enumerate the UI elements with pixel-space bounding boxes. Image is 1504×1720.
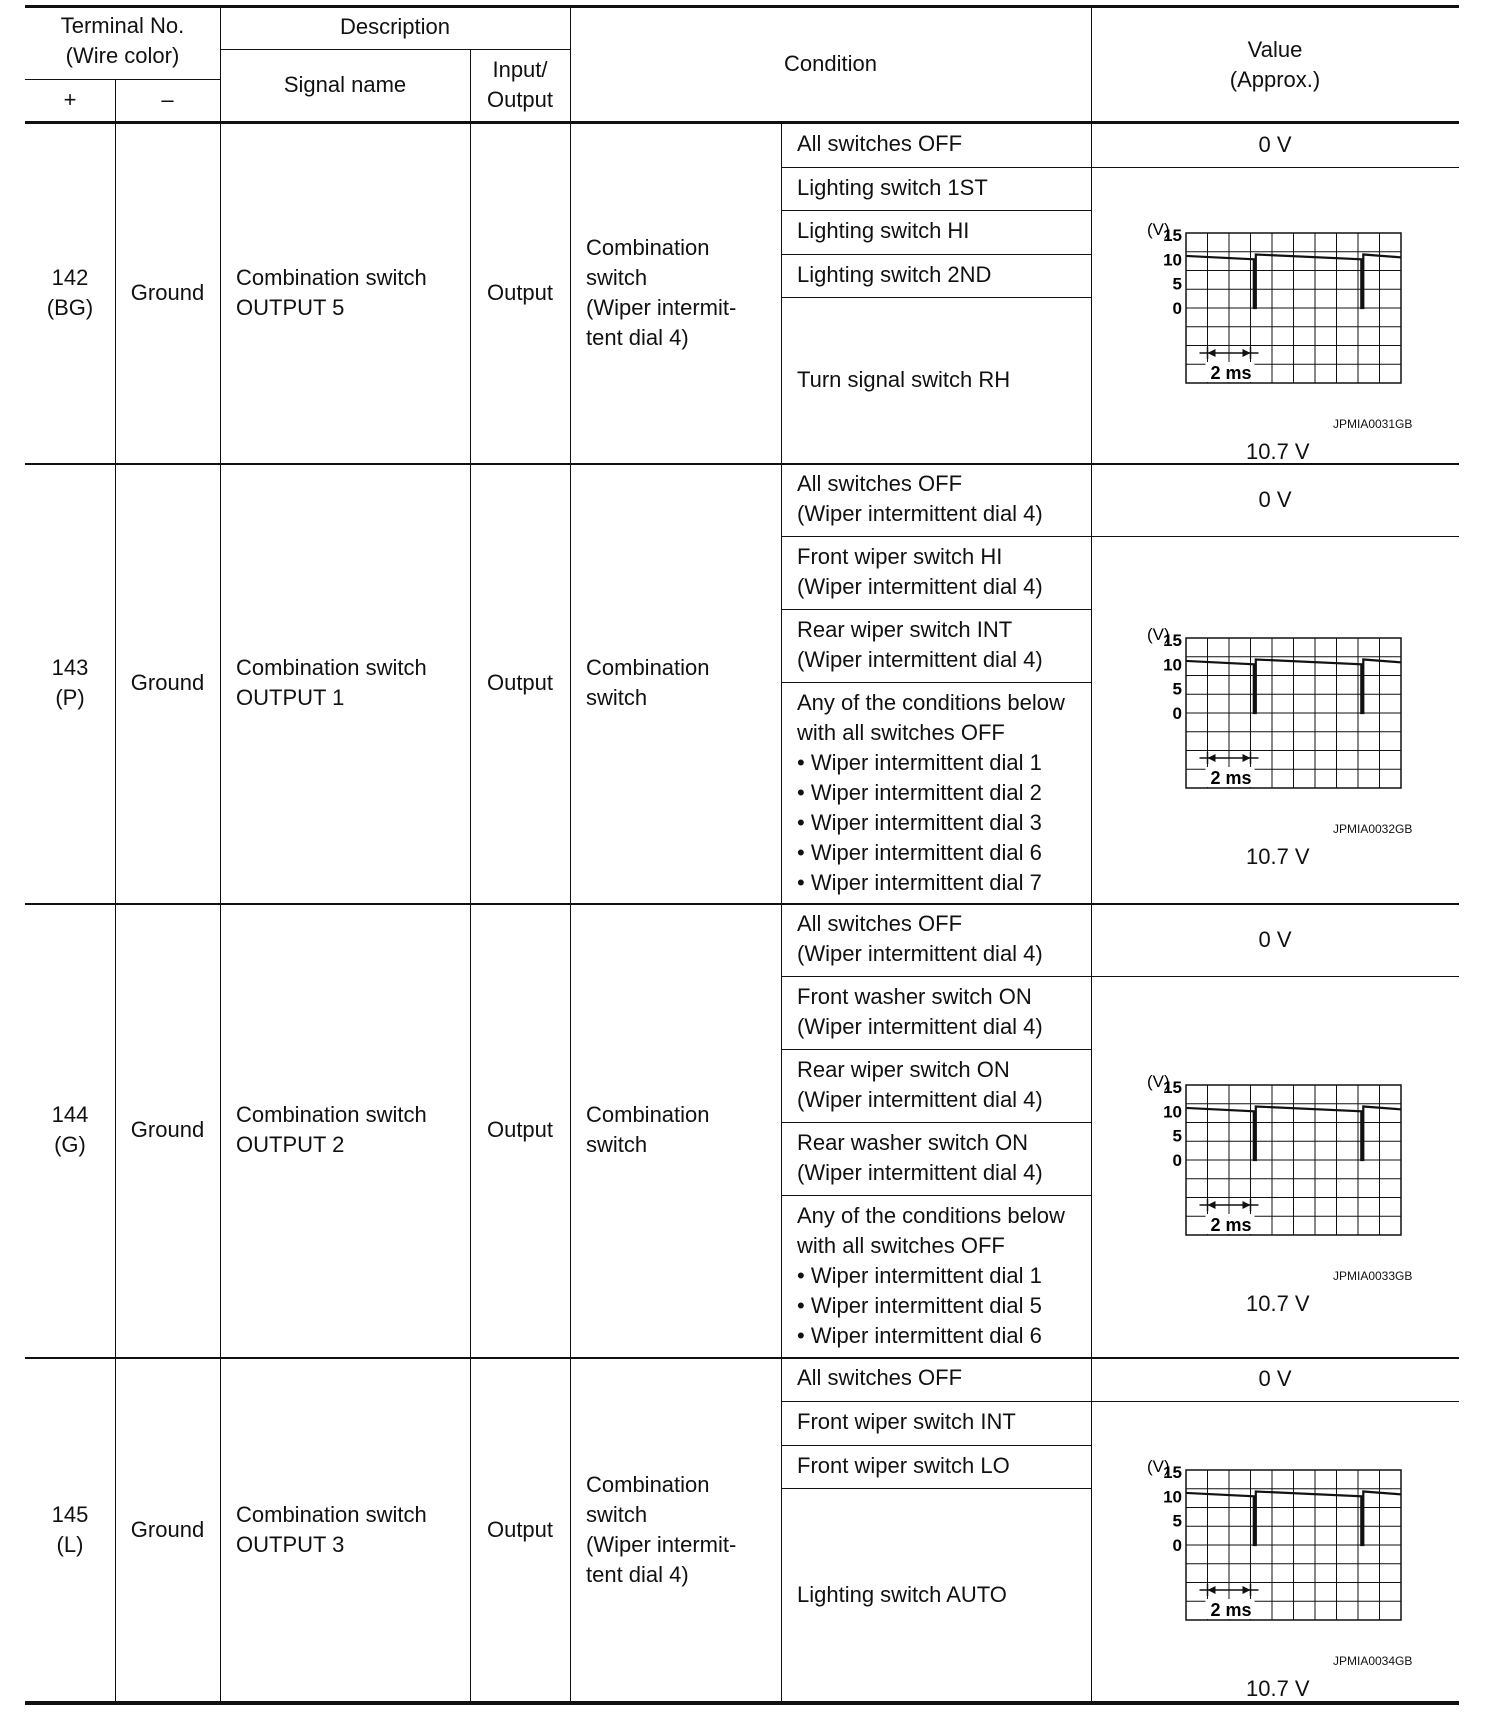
row-1-sub-condition-3: Any of the conditions below with all switches OFF • Wiper intermittent dial 1 • Wiper intermittent dial 2 • Wiper intermittent dial 3 • Wiper intermittent dial 6 • Wiper intermittent dial 7 xyxy=(797,690,1065,895)
time-scale-arrowhead xyxy=(1243,754,1251,762)
row-1-condition: Combination switch xyxy=(586,655,710,710)
row-0-sub-condition-2: Lighting switch HI xyxy=(797,218,970,243)
axis-unit-label: (V) xyxy=(1147,1456,1170,1476)
row-0-waveform-graph xyxy=(1146,213,1406,393)
row-1-sub-condition-2: Rear wiper switch INT (Wiper intermittent dial 4) xyxy=(797,617,1043,672)
column-rule xyxy=(781,463,782,903)
time-scale-arrowhead xyxy=(1208,1586,1216,1594)
row-2-terminal: 144 (G) xyxy=(51,1102,89,1157)
row-1-zero-value: 0 V xyxy=(1258,486,1292,512)
row-0-graph-id: JPMIA0031GB xyxy=(1333,417,1413,431)
column-rule xyxy=(220,463,221,903)
sub-row-rule xyxy=(781,1122,1091,1123)
time-scale-label: 2 ms xyxy=(1210,363,1252,383)
time-scale-arrowhead xyxy=(1243,1586,1251,1594)
header-signal-name: Signal name xyxy=(283,72,407,97)
row-3-input-output: Output xyxy=(486,1516,554,1542)
row-2-sub-condition-2: Rear wiper switch ON (Wiper intermittent dial 4) xyxy=(797,1057,1043,1112)
row-3-sub-condition-2: Front wiper switch LO xyxy=(797,1453,1010,1478)
axis-tick-label: 0 xyxy=(1172,1150,1182,1170)
row-0-input-output: Output xyxy=(486,280,554,305)
column-rule xyxy=(570,123,571,463)
time-scale-arrowhead xyxy=(1208,754,1216,762)
header-rule xyxy=(220,49,570,50)
row-2-sub-condition-3: Rear washer switch ON (Wiper intermittent dial 4) xyxy=(797,1130,1043,1185)
row-3-zero-value: 0 V xyxy=(1258,1366,1292,1391)
column-rule xyxy=(220,123,221,463)
axis-tick-label: 15 xyxy=(1163,1077,1182,1097)
row-2-sub-condition-1: Front washer switch ON (Wiper intermittent dial 4) xyxy=(797,984,1043,1039)
row-1-graph-value: 10.7 V xyxy=(1246,843,1310,869)
axis-tick-label: 5 xyxy=(1172,274,1182,294)
axis-tick-label: 10 xyxy=(1163,1486,1182,1506)
row-1-waveform-graph xyxy=(1146,618,1406,798)
row-0-sub-condition-3: Lighting switch 2ND xyxy=(797,262,992,287)
row-3-condition: Combination switch (Wiper intermit- tent dial 4) xyxy=(586,1471,737,1587)
time-scale-label: 2 ms xyxy=(1210,767,1252,788)
row-1-sub-condition-1: Front wiper switch HI (Wiper intermittent dial 4) xyxy=(797,544,1043,599)
row-0-zero-value: 0 V xyxy=(1258,132,1292,157)
row-2-input-output: Output xyxy=(486,1117,554,1142)
row-3-ground: Ground xyxy=(130,1516,205,1542)
row-3-terminal: 145 (L) xyxy=(51,1501,89,1557)
axis-tick-label: 0 xyxy=(1172,703,1182,723)
value-cell-rule xyxy=(1091,1401,1459,1402)
axis-tick-label: 5 xyxy=(1172,1126,1182,1146)
axis-tick-label: 10 xyxy=(1163,1101,1182,1121)
axis-tick-label: 0 xyxy=(1172,1535,1182,1555)
sub-row-rule xyxy=(781,1049,1091,1050)
column-rule xyxy=(1091,1357,1092,1702)
header-value: Value (Approx.) xyxy=(1229,37,1321,92)
column-rule xyxy=(220,903,221,1357)
column-rule xyxy=(781,123,782,463)
row-0-signal-name: Combination switch OUTPUT 5 xyxy=(236,265,427,320)
row-1-signal-name: Combination switch OUTPUT 1 xyxy=(236,655,427,710)
row-separator xyxy=(25,1357,1459,1359)
row-2-sub-condition-0: All switches OFF (Wiper intermittent dial 4) xyxy=(797,911,1043,966)
header-condition: Condition xyxy=(784,51,877,76)
row-3-waveform-graph xyxy=(1146,1450,1406,1630)
row-0-condition: Combination switch (Wiper intermit- tent dial 4) xyxy=(586,235,737,350)
row-3-sub-condition-3: Lighting switch AUTO xyxy=(797,1582,1007,1607)
row-3-sub-condition-1: Front wiper switch INT xyxy=(797,1409,1016,1434)
axis-tick-label: 10 xyxy=(1163,250,1182,270)
axis-tick-label: 15 xyxy=(1163,1462,1182,1482)
sub-row-rule xyxy=(781,297,1091,298)
value-cell-rule xyxy=(1091,536,1459,537)
column-rule xyxy=(1091,903,1092,1357)
column-rule xyxy=(1091,463,1092,903)
row-separator xyxy=(25,463,1459,465)
header-terminal-no: Terminal No. (Wire color) xyxy=(60,13,185,68)
row-2-graph-value: 10.7 V xyxy=(1246,1290,1310,1316)
time-scale-arrowhead xyxy=(1243,1201,1251,1209)
axis-unit-label: (V) xyxy=(1147,624,1170,644)
axis-tick-label: 0 xyxy=(1172,299,1182,318)
row-3-signal-name: Combination switch OUTPUT 3 xyxy=(236,1501,427,1557)
axis-tick-label: 5 xyxy=(1172,679,1182,699)
header-minus: – xyxy=(161,87,174,112)
value-cell-rule xyxy=(1091,976,1459,977)
row-0-sub-condition-1: Lighting switch 1ST xyxy=(797,175,988,200)
table-bottom-rule xyxy=(25,1701,1459,1705)
row-2-signal-name: Combination switch OUTPUT 2 xyxy=(236,1102,427,1157)
axis-tick-label: 5 xyxy=(1172,1511,1182,1531)
row-0-graph-value: 10.7 V xyxy=(1246,439,1310,464)
table-top-rule xyxy=(25,5,1459,8)
sub-row-rule xyxy=(781,536,1091,537)
row-1-terminal: 143 (P) xyxy=(51,655,89,710)
sub-row-rule xyxy=(781,1195,1091,1196)
row-1-ground: Ground xyxy=(130,670,205,695)
header-plus: + xyxy=(63,87,77,112)
header-description: Description xyxy=(339,14,451,39)
column-rule xyxy=(570,903,571,1357)
axis-tick-label: 10 xyxy=(1163,654,1182,674)
row-separator xyxy=(25,903,1459,905)
axis-unit-label: (V) xyxy=(1147,220,1170,239)
column-rule xyxy=(781,903,782,1357)
row-3-graph-value: 10.7 V xyxy=(1246,1675,1310,1701)
axis-tick-label: 15 xyxy=(1163,630,1182,650)
sub-row-rule xyxy=(781,1401,1091,1402)
sub-row-rule xyxy=(781,1488,1091,1489)
column-rule xyxy=(1091,123,1092,463)
column-rule xyxy=(220,1357,221,1702)
time-scale-arrowhead xyxy=(1243,349,1251,357)
axis-tick-label: 15 xyxy=(1163,226,1182,245)
row-2-ground: Ground xyxy=(130,1117,205,1142)
column-rule xyxy=(781,1357,782,1702)
row-2-zero-value: 0 V xyxy=(1258,926,1292,952)
row-2-waveform-graph xyxy=(1146,1065,1406,1245)
time-scale-label: 2 ms xyxy=(1210,1599,1252,1620)
row-2-condition: Combination switch xyxy=(586,1102,710,1157)
header-rule xyxy=(25,79,220,80)
sub-row-rule xyxy=(781,976,1091,977)
row-3-sub-condition-0: All switches OFF xyxy=(797,1365,963,1390)
column-rule xyxy=(570,1357,571,1702)
row-3-graph-id: JPMIA0034GB xyxy=(1333,1653,1413,1668)
header-bottom-rule xyxy=(25,121,1459,124)
row-0-sub-condition-4: Turn signal switch RH xyxy=(797,367,1011,392)
time-scale-label: 2 ms xyxy=(1210,1214,1252,1235)
row-0-ground: Ground xyxy=(130,280,205,305)
sub-row-rule xyxy=(781,609,1091,610)
sub-row-rule xyxy=(781,210,1091,211)
terminal-table xyxy=(25,5,1459,1707)
row-0-terminal: 142 (BG) xyxy=(46,265,94,320)
column-rule xyxy=(570,463,571,903)
time-scale-arrowhead xyxy=(1208,1201,1216,1209)
sub-row-rule xyxy=(781,1445,1091,1446)
axis-unit-label: (V) xyxy=(1147,1071,1170,1091)
value-cell-rule xyxy=(1091,167,1459,168)
row-0-sub-condition-0: All switches OFF xyxy=(797,131,963,156)
header-input-output: Input/ Output xyxy=(486,57,554,112)
row-1-graph-id: JPMIA0032GB xyxy=(1333,821,1413,836)
sub-row-rule xyxy=(781,682,1091,683)
row-2-graph-id: JPMIA0033GB xyxy=(1333,1268,1413,1283)
row-2-sub-condition-4: Any of the conditions below with all switches OFF • Wiper intermittent dial 1 • Wiper intermittent dial 5 • Wiper intermittent dial 6 xyxy=(797,1203,1065,1348)
time-scale-arrowhead xyxy=(1208,349,1216,357)
sub-row-rule xyxy=(781,167,1091,168)
row-1-input-output: Output xyxy=(486,670,554,695)
row-1-sub-condition-0: All switches OFF (Wiper intermittent dial 4) xyxy=(797,471,1043,526)
sub-row-rule xyxy=(781,254,1091,255)
